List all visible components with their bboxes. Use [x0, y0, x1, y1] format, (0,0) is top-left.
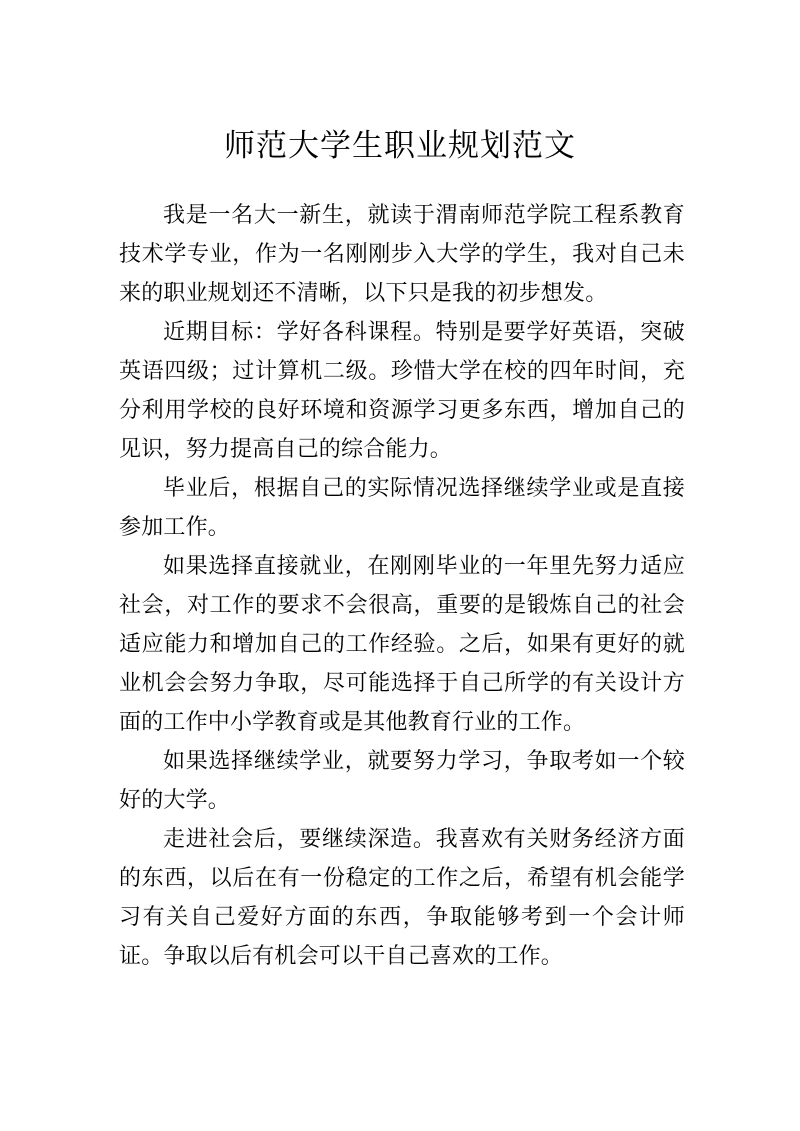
paragraph-after-graduation: 毕业后，根据自己的实际情况选择继续学业或是直接参加工作。 — [119, 476, 685, 540]
paragraph-short-term-goals: 近期目标：学好各科课程。特别是要学好英语，突破英语四级；过计算机二级。珍惜大学在校的四年时间，充分利用学校的良好环境和资源学习更多东西，增加自己的见识，努力提高自己的综合能力。 — [119, 320, 685, 462]
paragraph-continue-study: 如果选择继续学业，就要努力学习，争取考如一个较好的大学。 — [119, 749, 685, 813]
document-title: 师范大学生职业规划范文 — [224, 128, 576, 164]
paragraph-intro: 我是一名大一新生，就读于渭南师范学院工程系教育技术学专业，作为一名刚刚步入大学的学生，我对自己未来的职业规划还不清晰，以下只是我的初步想发。 — [119, 203, 685, 306]
paragraph-direct-employment: 如果选择直接就业，在刚刚毕业的一年里先努力适应社会，对工作的要求不会很高，重要的是锻炼自己的社会适应能力和增加自己的工作经验。之后，如果有更好的就业机会会努力争取，尽可能选择于自己所学的有关设计方面的工作中小学教育或是其他教育行业的工作。 — [119, 554, 685, 735]
paragraph-further-study: 走进社会后，要继续深造。我喜欢有关财务经济方面的东西，以后在有一份稳定的工作之后，希望有机会能学习有关自己爱好方面的东西，争取能够考到一个会计师证。争取以后有机会可以干自己喜欢的工作。 — [119, 827, 685, 969]
document-body — [119, 196, 685, 976]
